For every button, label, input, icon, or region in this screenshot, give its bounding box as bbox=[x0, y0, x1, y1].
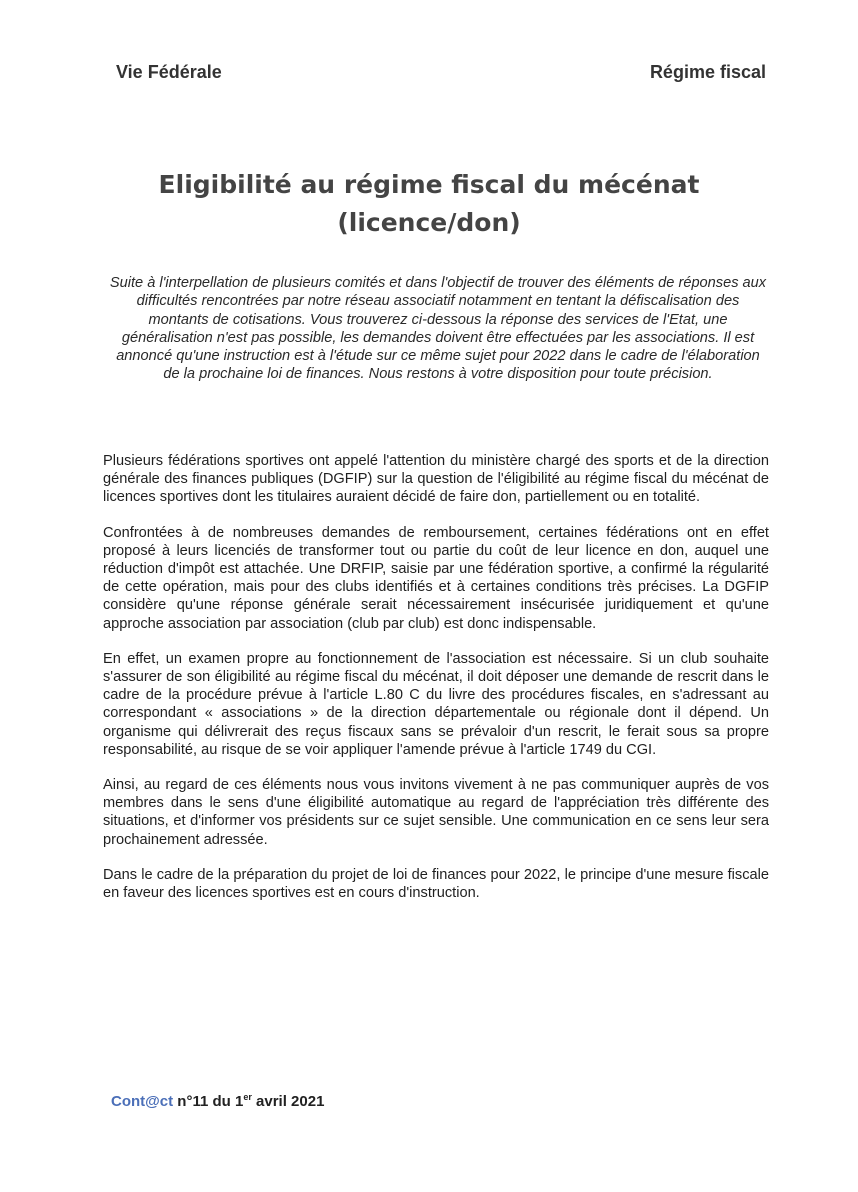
body-paragraph-3: En effet, un examen propre au fonctionnement de l'association est nécessaire. Si un club souhaite s'assurer de son éligibilité au régime fiscal du mécénat, il doit déposer une demande de rescrit dans le cadre de la procédure prévue à l'article L.80 C du livre des procédures fiscales, en s'adressant au correspondant « associations » de la direction départementale ou régionale dont il dépend. Un organisme qui délivrerait des reçus fiscaux sans se prévaloir d'un rescrit, le ferait sous sa propre responsabilité, au risque de se voir appliquer l'amende prévue à l'article 1749 du CGI. bbox=[103, 650, 769, 758]
title-line-2: (licence/don) bbox=[337, 208, 521, 237]
body-paragraph-5: Dans le cadre de la préparation du projet de loi de finances pour 2022, le principe d'une mesure fiscale en faveur des licences sportives est en cours d'instruction. bbox=[103, 866, 769, 902]
body-paragraph-4: Ainsi, au regard de ces éléments nous vous invitons vivement à ne pas communiquer auprès de vos membres dans le sens d'une éligibilité automatique au regard de l'appréciation très différente des situations, et d'informer vos présidents sur ce sujet sensible. Une communication en ce sens leur sera prochainement adressée. bbox=[103, 777, 769, 848]
footer-date: avril 2021 bbox=[251, 1093, 325, 1110]
article-body bbox=[103, 452, 769, 919]
title-line-1: Eligibilité au régime fiscal du mécénat bbox=[158, 170, 700, 199]
intro-paragraph: Suite à l'interpellation de plusieurs comités et dans l'objectif de trouver des éléments de réponses aux difficultés rencontrées par notre réseau associatif notamment en tentant la défiscalisation des montants de cotisations. Vous trouverez ci-dessous la réponse des services de l'Etat, une généralisation n'est pas possible, les demandes doivent être effectuées par les associations. Il est annoncé qu'une instruction est à l'étude sur ce même sujet pour 2022 dans le cadre de l'élaboration de la prochaine loi de finances. Nous restons à votre disposition pour toute précision. bbox=[109, 275, 767, 383]
footer-issue bbox=[111, 1092, 324, 1110]
body-paragraph-1: Plusieurs fédérations sportives ont appelé l'attention du ministère chargé des sports et de la direction générale des finances publiques (DGFIP) sur la question de l'éligibilité au régime fiscal du mécénat de licences sportives dont les titulaires auraient décidé de faire don, partiellement ou en totalité. bbox=[103, 453, 769, 506]
footer-superscript: er bbox=[243, 1092, 252, 1102]
header-section-label: Vie Fédérale bbox=[116, 62, 222, 82]
page-title bbox=[0, 166, 858, 242]
header-topic-label: Régime fiscal bbox=[649, 62, 766, 82]
body-paragraph-2: Confrontées à de nombreuses demandes de remboursement, certaines fédérations ont en effet proposé à leurs licenciés de transformer tout ou partie du coût de leur licence en don, auquel une réduction d'impôt est attachée. Une DRFIP, saisie par une fédération sportive, a confirmé la régularité de cette opération, mais pour des clubs identifiés et à certaines conditions très précises. La DGFIP considère qu'une réponse générale serait nécessairement insécurisée juridiquement et qu'une approche association par association (club par club) est donc indispensable. bbox=[103, 524, 769, 632]
footer-issue-number: n°11 du 1 bbox=[173, 1093, 244, 1110]
footer-brand: Cont@ct bbox=[111, 1093, 174, 1110]
